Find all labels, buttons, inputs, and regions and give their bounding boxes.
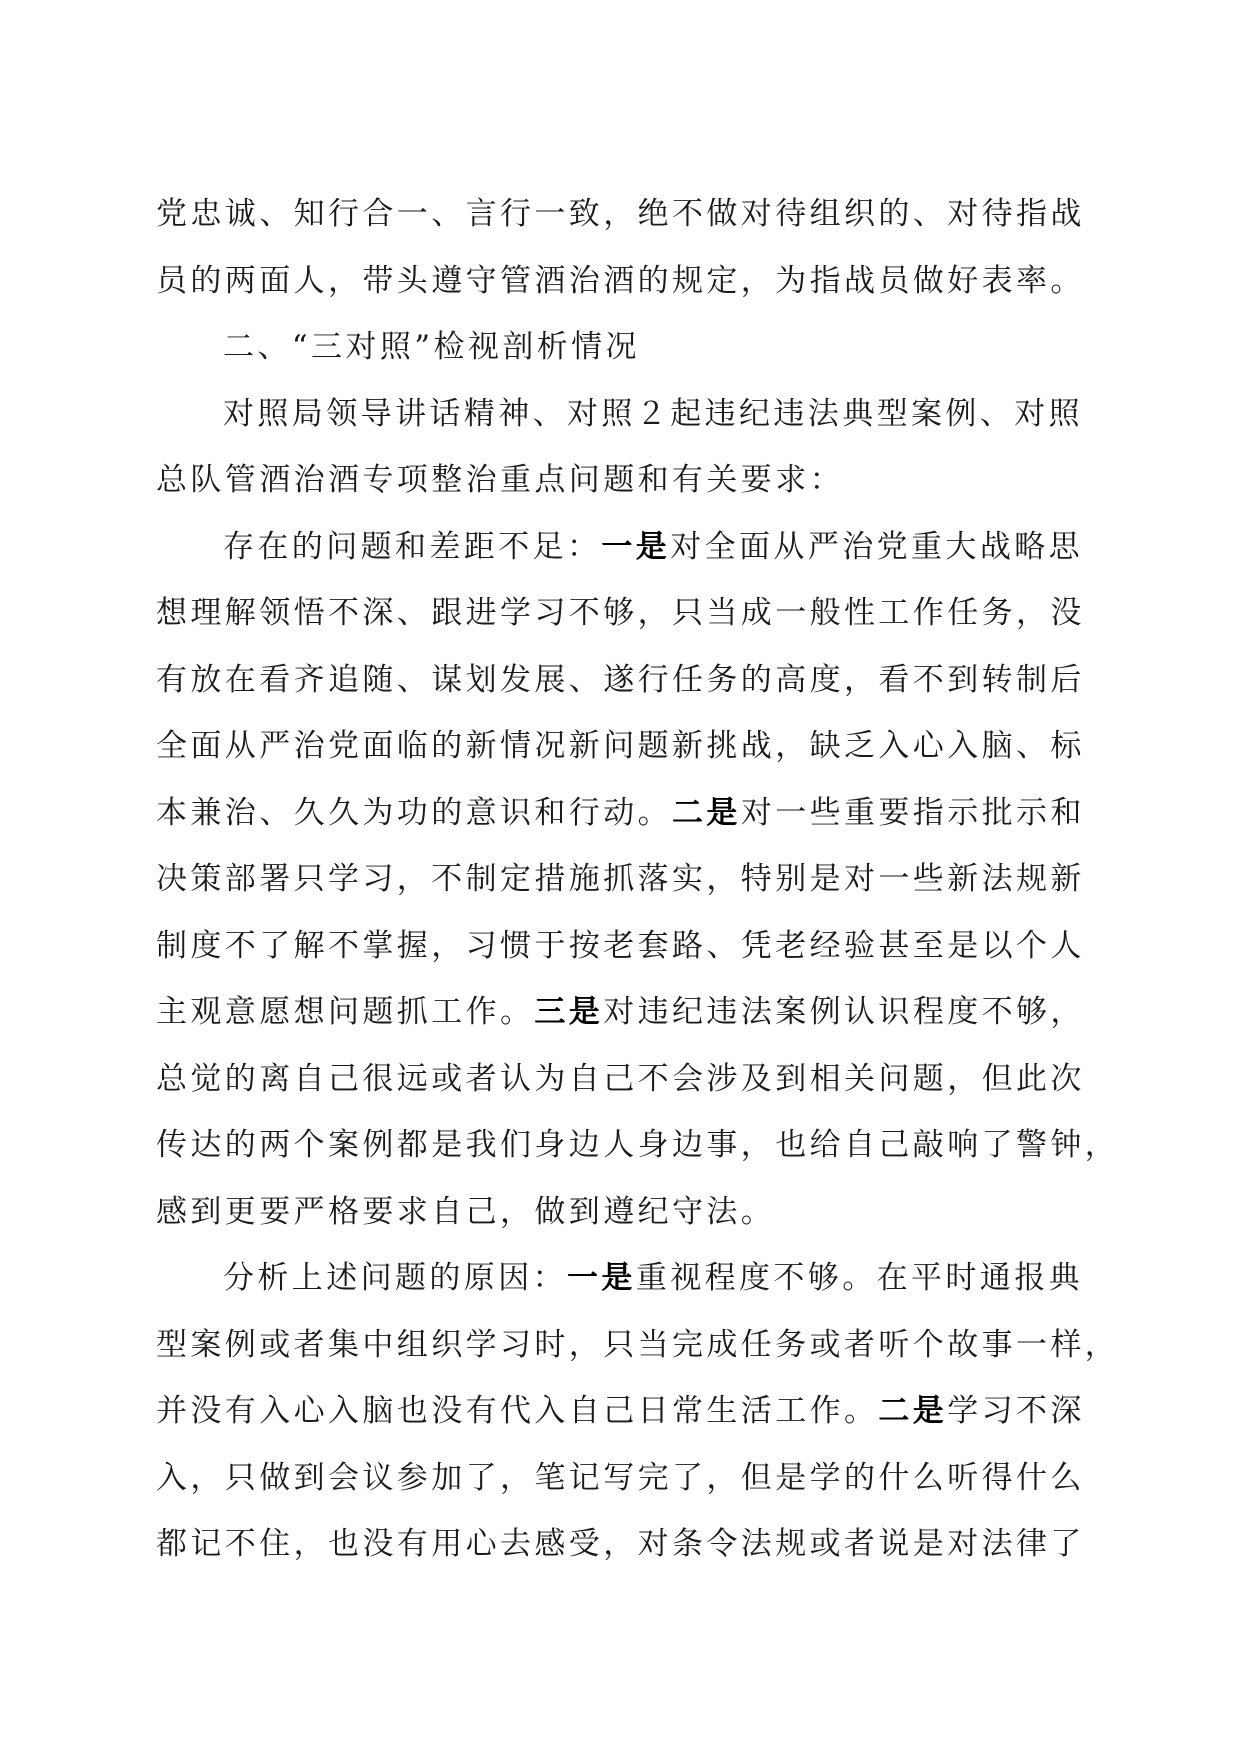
- text-line: [156, 314, 1061, 381]
- text-line: [156, 1245, 1084, 1312]
- text-line: [156, 713, 1085, 780]
- bold-marker: 一是: [567, 1260, 636, 1296]
- text-line: [156, 248, 1085, 315]
- text-segment: 传达的两个案例都是我们身边人身边事，也给自己敲响了警钟，: [156, 1127, 1120, 1163]
- text-line: [156, 381, 1083, 448]
- text-segment: 型案例或者集中组织学习时，只当完成任务或者听个故事一样，: [156, 1326, 1120, 1363]
- text-segment: 主观意愿想问题抓工作。: [156, 994, 535, 1030]
- text-segment: 总觉的离自己很远或者认为自己不会涉及到相关问题，但此次: [156, 1060, 1085, 1097]
- text-line: [156, 514, 1084, 581]
- text-segment: 本兼治、久久为功的意识和行动。: [156, 794, 672, 831]
- text-line: [156, 181, 1085, 248]
- text-line: [156, 1378, 1085, 1445]
- text-segment: 对违纪违法案例认识程度不够，: [603, 994, 1085, 1030]
- text-segment: 对全面从严治党重大战略思: [670, 528, 1084, 565]
- text-segment: 总队管酒治酒专项整治重点问题和有关要求：: [156, 462, 844, 498]
- text-line: [156, 1046, 1085, 1113]
- text-line: [156, 1112, 1120, 1179]
- bold-marker: 一是: [601, 528, 671, 565]
- text-segment: 有放在看齐追随、谋划发展、遂行任务的高度，看不到转制后: [156, 661, 1085, 698]
- text-line: [156, 647, 1085, 714]
- text-segment: 全面从严治党面临的新情况新问题新挑战，缺乏入心入脑、标: [156, 728, 1085, 764]
- bold-marker: 三是: [534, 994, 604, 1030]
- text-line: [156, 447, 1061, 514]
- text-segment: 学习不深: [947, 1393, 1085, 1429]
- bold-marker: 二是: [672, 794, 741, 831]
- text-segment: 入，只做到会议参加了，笔记写完了，但是学的什么听得什么: [156, 1459, 1085, 1496]
- text-line: [156, 1312, 1120, 1379]
- text-segment: 想理解领悟不深、跟进学习不够，只当成一般性工作任务，没: [156, 595, 1085, 631]
- text-segment: 分析上述问题的原因：: [223, 1260, 567, 1296]
- text-segment: 员的两面人，带头遵守管酒治酒的规定，为指战员做好表率。: [156, 262, 1085, 299]
- text-segment: 并没有入心入脑也没有代入自己日常生活工作。: [156, 1393, 879, 1429]
- text-segment: 党忠诚、知行合一、言行一致，绝不做对待组织的、对待指战: [156, 196, 1085, 232]
- text-line: [156, 1445, 1085, 1512]
- text-segment: 制度不了解不掌握，习惯于按老套路、凭老经验甚至是以个人: [156, 927, 1085, 964]
- text-segment: 重视程度不够。在平时通报典: [635, 1260, 1084, 1296]
- text-segment: 存在的问题和差距不足：: [223, 528, 602, 565]
- text-line: [156, 1179, 1061, 1246]
- document-body: [156, 181, 1120, 1578]
- text-segment: 对一些重要指示批示和: [740, 794, 1085, 831]
- text-segment: 二、“三对照”检视剖析情况: [223, 329, 640, 365]
- text-line: [156, 913, 1085, 980]
- text-line: [156, 979, 1085, 1046]
- text-segment: 都记不住，也没有用心去感受，对条令法规或者说是对法律了: [156, 1526, 1085, 1562]
- text-segment: 感到更要严格要求自己，做到遵纪守法。: [156, 1193, 776, 1230]
- text-segment: 对照局领导讲话精神、对照２起违纪违法典型案例、对照: [223, 395, 1083, 432]
- text-segment: 决策部署只学习，不制定措施抓落实，特别是对一些新法规新: [156, 861, 1085, 897]
- text-line: [156, 846, 1085, 913]
- text-line: [156, 780, 1085, 847]
- text-line: [156, 580, 1085, 647]
- text-line: [156, 1511, 1085, 1578]
- bold-marker: 二是: [878, 1393, 948, 1429]
